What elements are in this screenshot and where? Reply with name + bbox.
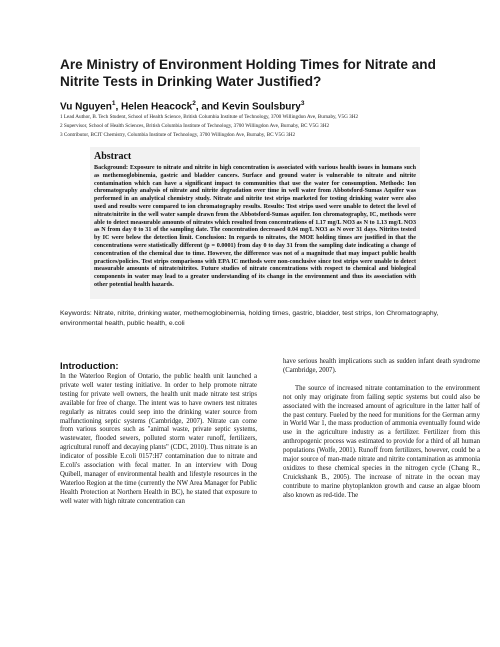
paper-title: Are Ministry of Environment Holding Times for Nitrate and Nitrite Tests in Drinking Water Justified? xyxy=(60,57,436,89)
affiliation-line: 3 Contributor, BCIT Chemistry, Columbia Institute of Technology, 3700 Willingdon Ave, Burnaby, BC V5G 3H2 xyxy=(60,132,296,138)
right-column xyxy=(283,358,480,501)
keywords: Keywords: Nitrate, nitrite, drinking water, methemoglobinemia, holding times, gastric, bladder, test strips, Ion Chromatography, environmental health, public health, e.coli xyxy=(60,310,439,327)
author-mark: 2 xyxy=(192,100,196,107)
body-paragraph: In the Waterloo Region of Ontario, the public health unit launched a private well water testing initiative. In order to help promote nitrate testing for private well owners, the health unit made nitrate test strips available for free of charge. The intent was to have owners test nitrates regularly as nitrates could seep into the drinking water source from malfunctioning septic systems (Cambridge, 2007). Nitrate can come from various sources such as "animal waste, private septic systems, wastewater, flooded sewers, polluted storm water runoff, fertilizers, agricultural runoff and decaying plants" (CDC, 2010). Thus nitrate is an indicator of possible E.coli 0157:H7 contamination due to nitrate and E.coli's association with fecal matter. In an interview with Doug Quibell, manager of environmental health and lifestyle resources in the Waterloo Region at the time (currently the NW Area Manager for Public Health Protection at Northern Health in BC), he stated that exposure to well water with high nitrate concentration can xyxy=(60,373,257,505)
author-mark: 3 xyxy=(300,100,305,107)
left-column xyxy=(60,361,257,507)
abstract-box xyxy=(90,147,420,299)
author-name: Vu Nguyen xyxy=(60,101,112,113)
body-paragraph: have serious health implications such as sudden infant death syndrome (Cambridge, 2007). xyxy=(283,358,480,374)
body-paragraph: The source of increased nitrate contamination to the environment not only may originate from failing septic systems but could also be associated with the increased amount of agriculture in the latter half of the past century. Fueled by the need for munitions for the German army in World War 1, the mass production of ammonia eventually found wide use in the agriculture industry as a fertilizer. Fertilizer from this anthropogenic process was estimated to provide for a third of all human populations (Wolfe, 2001). Runoff from fertilizers, however, could be a major source of man-made nitrate and nitrite contamination as ammonia oxidizes to these chemical species in the nitrogen cycle (Chang R., Cruickshank B., 2005). The increase of nitrate in the ocean may contribute to marine phytoplankton growth and cause an algae bloom also known as red-tide. The xyxy=(283,384,480,499)
author-separator: , and xyxy=(195,101,222,113)
author-list xyxy=(60,97,460,113)
author-separator: , xyxy=(115,101,122,113)
section-heading: Introduction: xyxy=(60,361,119,372)
affiliation-line: 1 Lead Author, B. Tech Student, School of Health Science, British Columbia Institute of Technology, 3700 Willingdon Ave, Burnaby, V5G 3H2 xyxy=(60,114,359,120)
abstract-text: Background: Exposure to nitrate and nitrite in high concentration is associated with various health issues in humans such as methemoglobinemia, gastric and bladder cancers. Surface and ground water is vulnerable to nitrate and nitrite contamination which can have a significant impact to communities that use the water for consumption. Methods: Ion chromatography analysis of nitrate and nitrite degradation over time in well water from Abbotsford-Sumas Aquifer was performed in an analytical chemistry study. Nitrate and nitrite test strips marketed for testing drinking water were also used and results were compared to ion chromatography results. Results: Test strips used were unable to detect the level of nitrate/nitrite in the well water sample drawn from the Abbotsford-Sumas aquifer. Ion chromatography, IC, methods were able to detect measurable amounts of nitrates which resulted from concentrations of 1.17 mg/L NO3 as N to 1.13 mg/L NO3 as N from day 0 to 31 of the sampling date. The concentration decreased 0.04 mg/L NO3 as N over 31 days. Nitrites tested by IC were below the detection limit. Conclusion: In regards to nitrates, the MOE holding times are justified in that the concentrations were statistically different (p = 0.0001) from day 0 to day 31 from the sampling date indicating a change of concentration of the chemical due to time. However, the difference was not of a magnitude that may impact public health practices/policies. Test strips comparisons with EPA IC methods were non-conclusive since test strips were unable to detect measurable amounts of nitrate/nitrites. Future studies of nitrate concentrations with respect to chemical and biological components in water may lead to a greater understanding of its change in the environment and thus its association with other potential health hazards. xyxy=(94,165,416,288)
abstract-heading: Abstract xyxy=(94,151,132,162)
affiliation-line: 2 Supervisor, School of Health Sciences, British Columbia Institute of Technology, 3700 Willingdon Ave, Burnaby, BC V5G 3H2 xyxy=(60,123,330,129)
author-name: Kevin Soulsbury xyxy=(221,101,301,113)
author-name: Helen Heacock xyxy=(121,101,193,113)
affiliation-list xyxy=(60,113,460,140)
author-mark: 1 xyxy=(111,100,116,107)
